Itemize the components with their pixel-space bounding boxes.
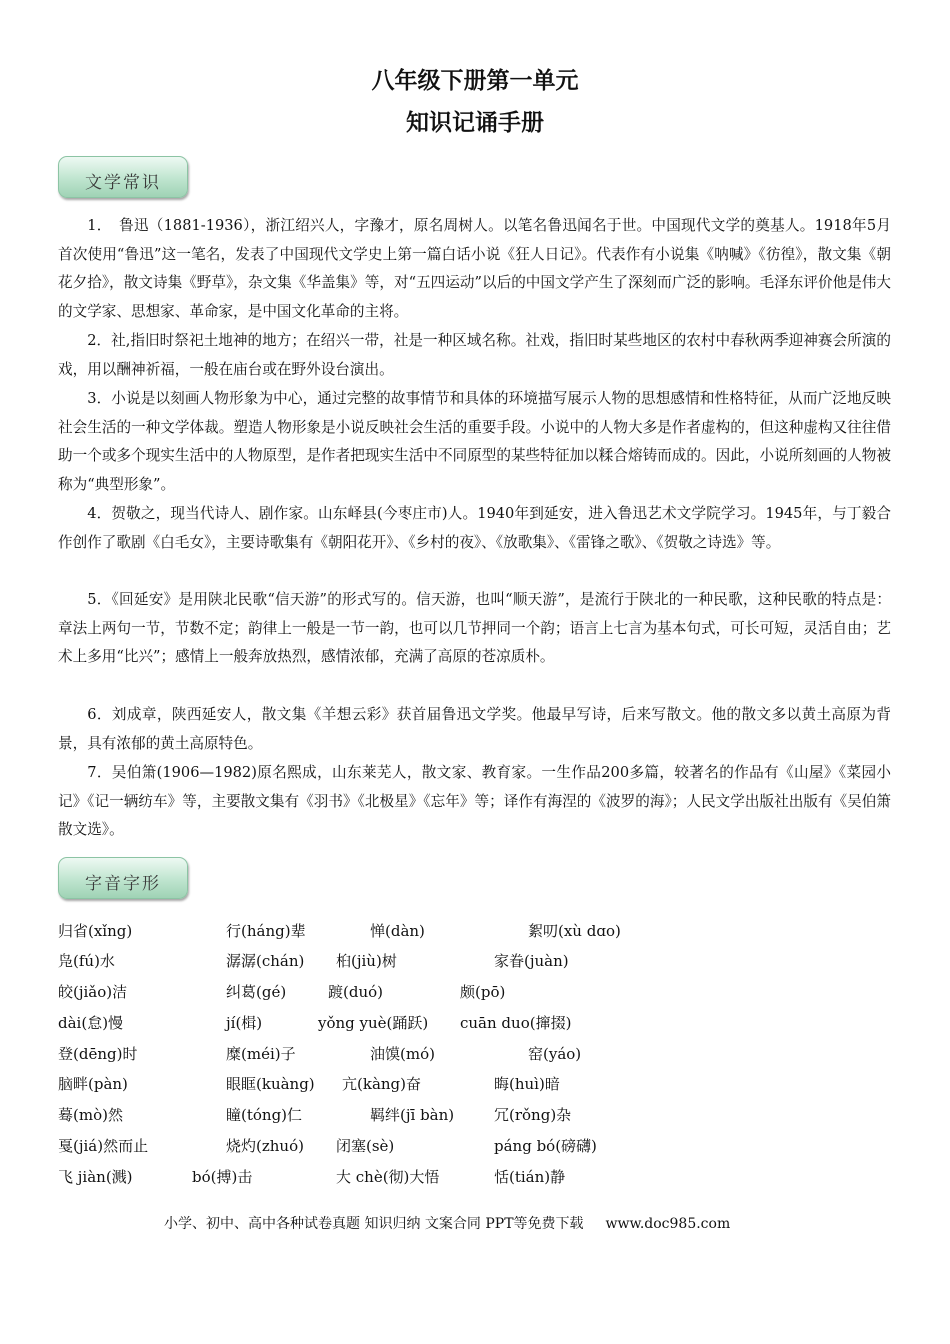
section-badge-literature [58, 156, 188, 198]
vocab-item: 惮(dàn) [370, 922, 425, 940]
vocab-item: 家眷(juàn) [494, 952, 569, 970]
paragraph: 6．刘成章，陕西延安人，散文集《羊想云彩》获首届鲁迅文学奖。他最早写诗，后来写散文。他的散文多以黄土高原为背景，具有浓郁的黄土高原特色。 [58, 706, 891, 752]
vocab-item: 戛(jiá)然而止 [58, 1137, 149, 1155]
vocab-item: 糜(méi)子 [226, 1045, 296, 1063]
vocab-item: 踱(duó) [328, 983, 383, 1001]
vocab-item: 冗(rǒng)杂 [494, 1106, 572, 1124]
paragraph: 5．《回延安》是用陕北民歌“信天游”的形式写的。信天游，也叫“顺天游”，是流行于陕北的一种民歌，这种民歌的特点是：章法上两句一节，节数不定；韵律上一般是一节一韵，也可以几节押同一个韵；语言上七言为基本句式，可长可短，灵活自由；艺术上多用“比兴”；感情上一般奔放热烈，感情浓郁，充满了高原的苍凉质朴。 [58, 591, 891, 666]
vocab-item: 瞳(tóng)仁 [226, 1106, 303, 1124]
vocab-item: 行(háng)辈 [226, 922, 306, 940]
vocab-item: bó(搏)击 [192, 1168, 253, 1186]
vocab-item: dài(怠)慢 [58, 1014, 124, 1032]
paragraph: 4．贺敬之，现当代诗人、剧作家。山东峄县(今枣庄市)人。1940年到延安，进入鲁迅艺术文学院学习。1945年，与丁毅合作创作了歌剧《白毛女》，主要诗歌集有《朝阳花开》、《乡村的夜》、《放歌集》、《雷锋之歌》、《贺敬之诗选》等。 [58, 505, 891, 551]
vocab-item: 登(dēng)时 [58, 1045, 138, 1063]
paragraph: 7．吴伯箫(1906—1982)原名熙成，山东莱芜人，散文家、教育家。一生作品200多篇，较著名的作品有《山屋》《菜园小记》《记一辆纺车》等，主要散文集有《羽书》《北极星》《忘年》等；译作有海涅的《波罗的海》；人民文学出版社出版有《吴伯箫散文选》。 [58, 764, 891, 839]
vocab-item: 絮叨(xù dɑo) [528, 922, 621, 940]
vocab-item: 桕(jiù)树 [336, 952, 397, 970]
vocab-item: yǒng yuè(踊跃) [318, 1014, 429, 1032]
page-footer [164, 1213, 730, 1233]
vocab-item: 皎(jiǎo)洁 [58, 983, 128, 1001]
vocab-item: jí(楫) [226, 1014, 263, 1032]
vocab-item: 脑畔(pàn) [58, 1075, 128, 1093]
paragraph: 3．小说是以刻画人物形象为中心，通过完整的故事情节和具体的环境描写展示人物的思想感情和性格特征，从而广泛地反映社会生活的一种文学体裁。塑造人物形象是小说反映社会生活的重要手段。小说中的人物大多是作者虚构的，但这种虚构又往往借助一个或多个现实生活中的人物原型，是作者把现实生活中不同原型的某些特征加以糅合熔铸而成的。因此，小说所刻画的人物被称为“典型形象”。 [58, 390, 891, 494]
section-badge-characters [58, 857, 188, 899]
vocab-item: 潺潺(chán) [226, 952, 305, 970]
paragraph: 1． 鲁迅（1881-1936），浙江绍兴人，字豫才，原名周树人。以笔名鲁迅闻名于世。中国现代文学的奠基人。1918年5月首次使用“鲁迅”这一笔名，发表了中国现代文学史上第一篇白话小说《狂人日记》。代表作有小说集《呐喊》《彷徨》，散文集《朝花夕拾》，散文诗集《野草》，杂文集《华盖集》等，对“五四运动”以后的中国文学产生了深刻而广泛的影响。毛泽东评价他是伟大的文学家、思想家、革命家，是中国文化革命的主将。 [58, 217, 891, 321]
vocab-item: 大 chè(彻)大悟 [336, 1168, 440, 1186]
paragraph: 2．社,指旧时祭祀土地神的地方；在绍兴一带，社是一种区域名称。社戏，指旧时某些地区的农村中春秋两季迎神赛会所演的戏，用以酬神祈福，一般在庙台或在野外设台演出。 [58, 332, 891, 378]
vocab-item: 恬(tián)静 [494, 1168, 566, 1186]
vocab-item: 纠葛(gé) [226, 983, 287, 1001]
vocab-item: 飞 jiàn(溅) [58, 1168, 133, 1186]
vocab-item: 油馍(mó) [370, 1045, 435, 1063]
section-label: 字音字形 [85, 874, 161, 894]
vocab-item: 闭塞(sè) [336, 1137, 395, 1155]
page-subtitle: 知识记诵手册 [406, 110, 544, 136]
vocab-item: 凫(fú)水 [58, 952, 115, 970]
vocab-item: 窑(yáo) [528, 1045, 582, 1063]
vocab-item: 眼眶(kuàng) [226, 1075, 315, 1093]
vocab-item: páng bó(磅礴) [494, 1137, 597, 1155]
section-label: 文学常识 [85, 173, 161, 193]
vocab-item: 羁绊(jī bàn) [370, 1106, 455, 1124]
vocab-item: 烧灼(zhuó) [226, 1137, 304, 1155]
vocab-item: 颇(pō) [460, 983, 506, 1001]
vocab-item: 亢(kàng)奋 [342, 1075, 421, 1093]
vocab-item: 归省(xǐng) [58, 922, 133, 940]
vocab-item: cuān duo(撺掇) [460, 1014, 572, 1032]
footer-text: 小学、初中、高中各种试卷真题 知识归纳 文案合同 PPT等免费下载 [164, 1216, 584, 1232]
page-title: 八年级下册第一单元 [371, 68, 579, 94]
vocab-item: 蓦(mò)然 [58, 1106, 123, 1124]
vocab-item: 晦(huì)暗 [494, 1075, 560, 1093]
footer-site-link[interactable]: www.doc985.com [605, 1216, 731, 1232]
